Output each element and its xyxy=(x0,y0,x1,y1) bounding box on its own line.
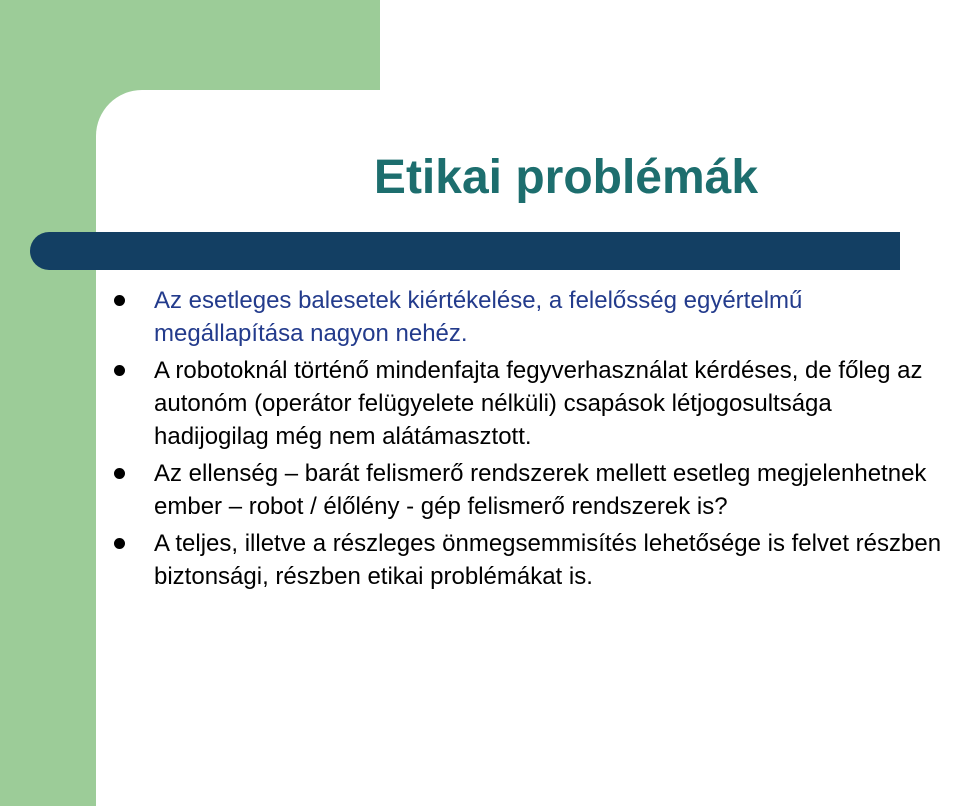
bullet-item xyxy=(108,284,948,350)
bullet-dot-icon xyxy=(114,365,125,376)
bullet-dot-icon xyxy=(114,468,125,479)
bullet-item xyxy=(108,527,948,593)
bullet-text: A teljes, illetve a részleges önmegsemmisítés lehetősége is felvet részben biztonsági, részben etikai problémákat is. xyxy=(154,530,942,590)
bullet-item xyxy=(108,457,948,523)
bullet-dot-icon xyxy=(114,538,125,549)
bullet-item xyxy=(108,354,948,453)
bullet-text: A robotoknál történő mindenfajta fegyverhasználat kérdéses, de főleg az autonóm (operátor felügyelete nélküli) csapások létjogosultsága hadijogilag még nem alátámasztott. xyxy=(154,357,923,450)
bullet-text: Az ellenség – barát felismerő rendszerek mellett esetleg megjelenhetnek ember – robot / élőlény - gép felismerő rendszerek is? xyxy=(154,460,927,520)
title-underline-bar xyxy=(30,232,900,270)
slide-title: Etikai problémák xyxy=(373,151,759,204)
bullet-dot-icon xyxy=(114,295,125,306)
top-white-area xyxy=(380,0,960,90)
bullet-list xyxy=(108,284,948,597)
bullet-text: Az esetleges balesetek kiértékelése, a felelősség egyértelmű megállapítása nagyon nehéz. xyxy=(154,287,803,347)
